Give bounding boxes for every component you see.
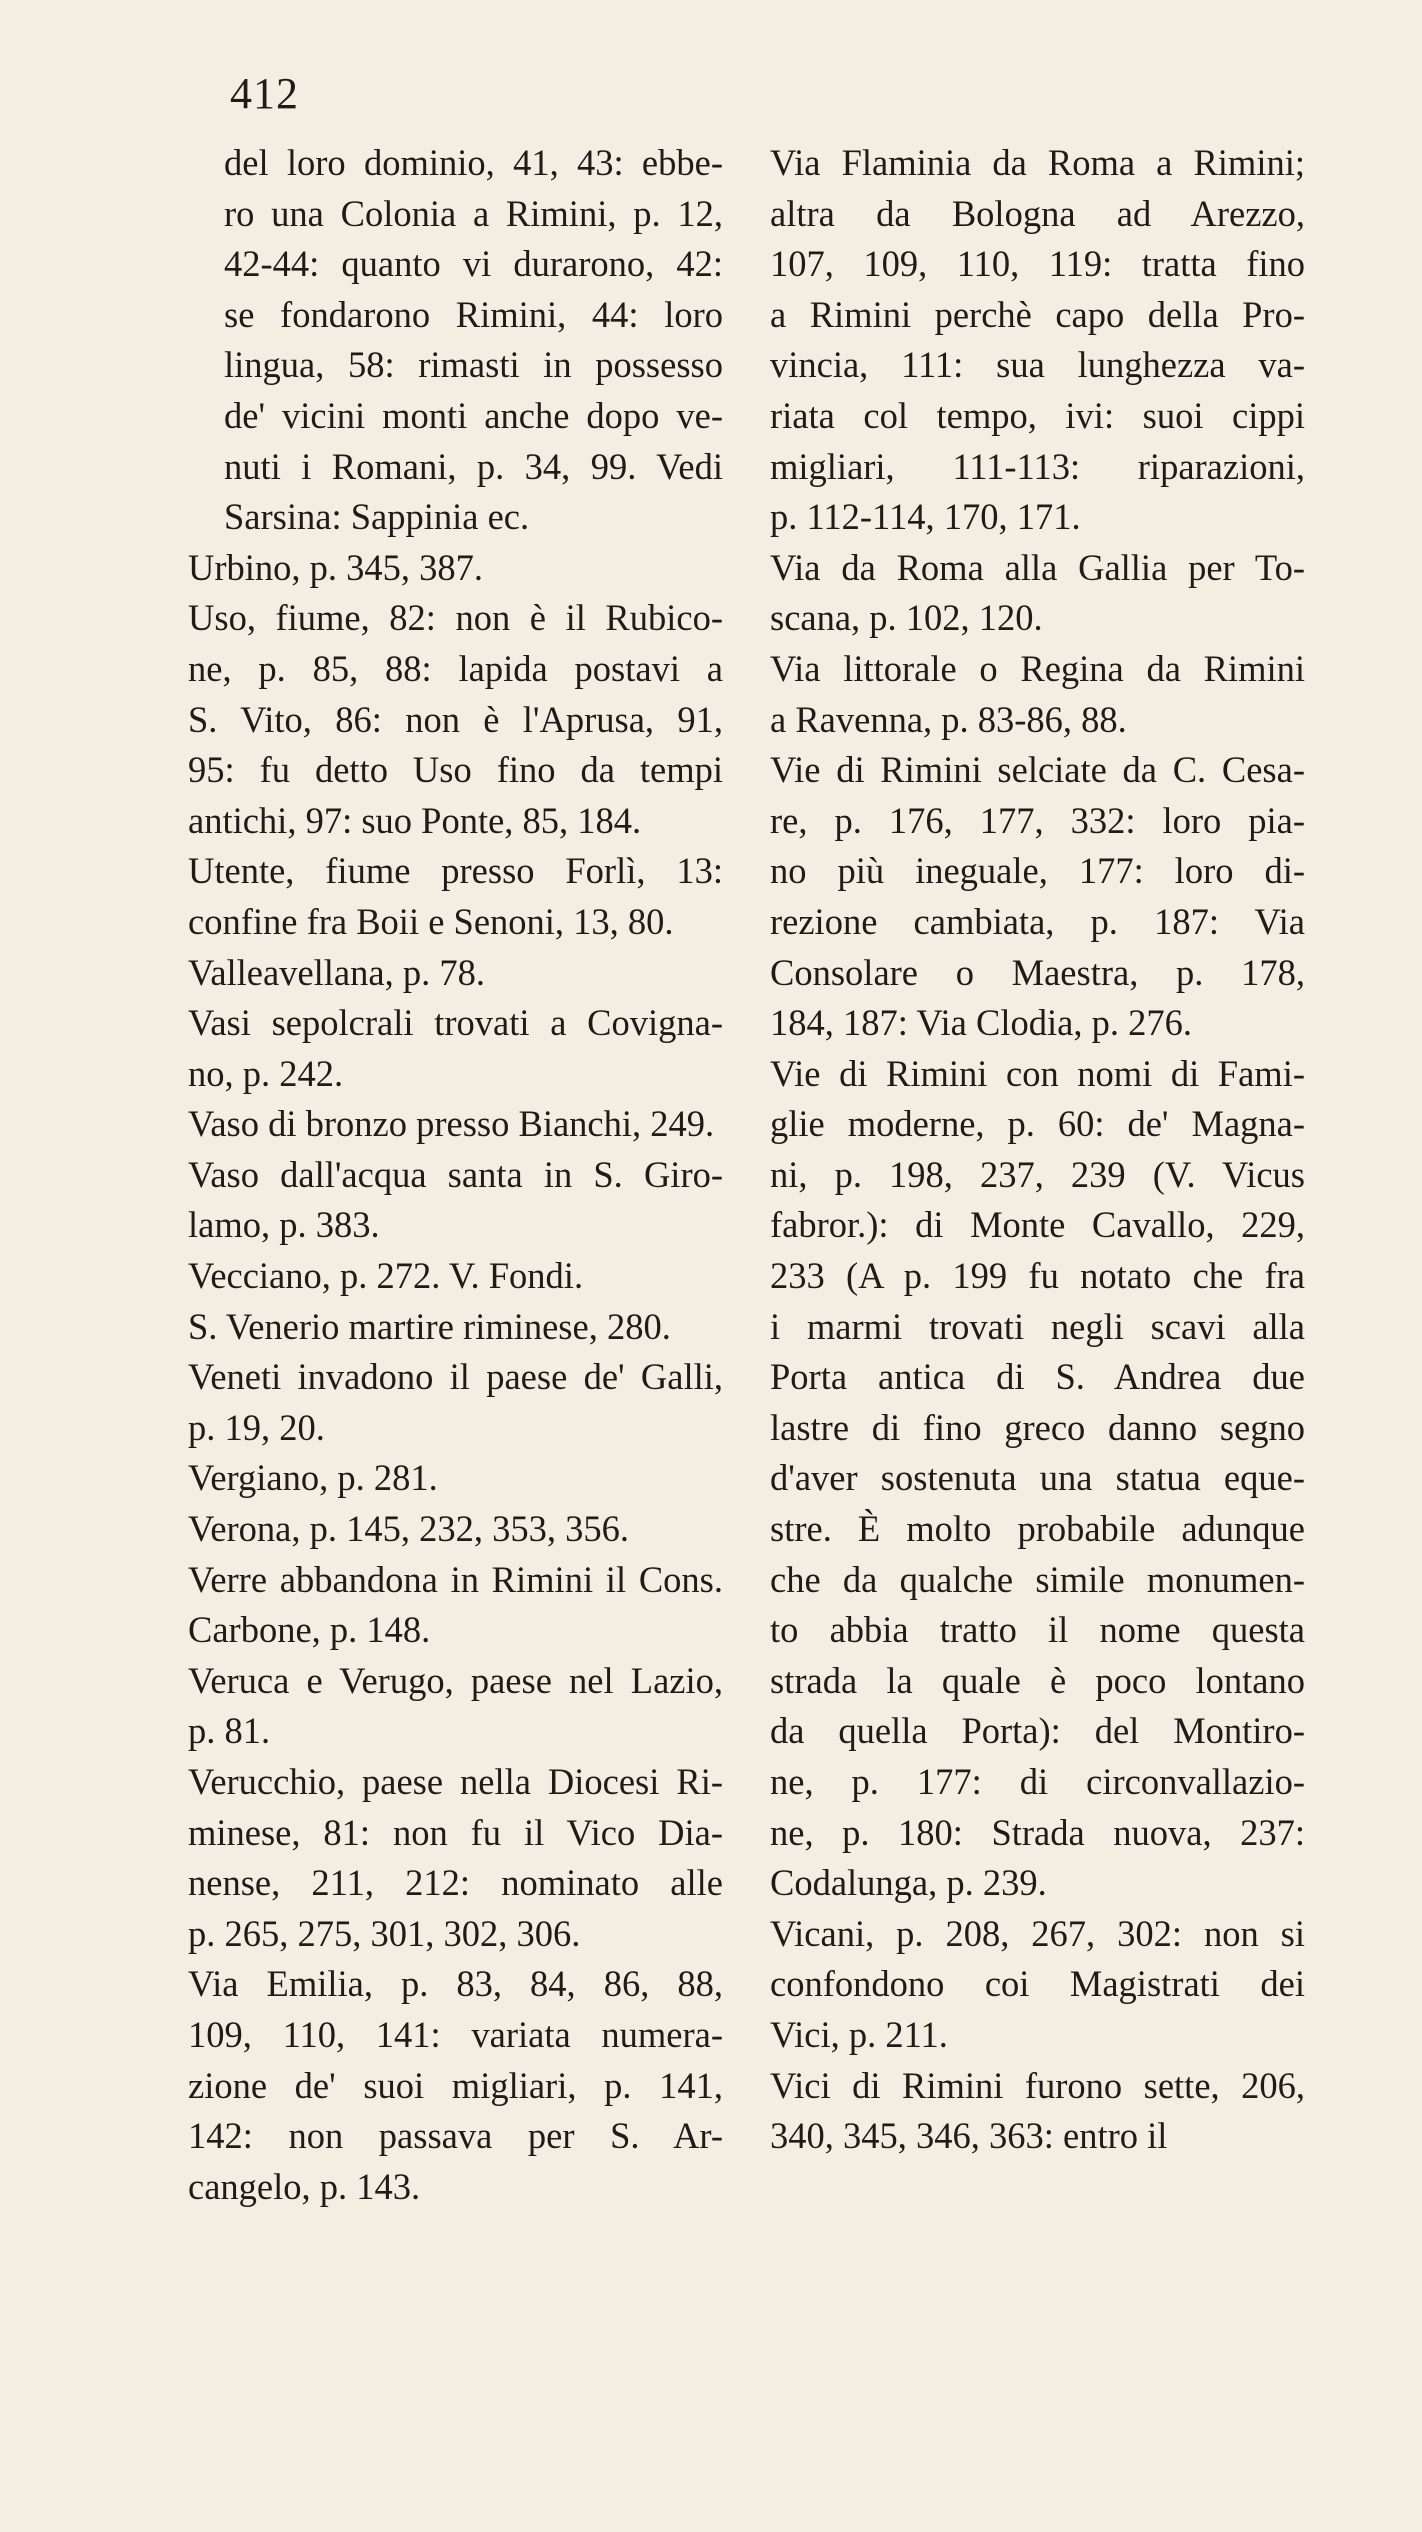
index-line: no, p. 242. bbox=[188, 1052, 344, 1094]
index-entry-uso bbox=[188, 593, 723, 846]
index-line: antichi, 97: suo Ponte, 85, 184. bbox=[188, 799, 642, 841]
index-entry-umbri-cont bbox=[188, 138, 723, 543]
index-line: 109, 110, 141: variata numera- bbox=[188, 2013, 723, 2055]
index-line: confine fra Boii e Senoni, 13, 80. bbox=[188, 900, 674, 942]
index-line: i marmi trovati negli scavi alla bbox=[770, 1305, 1305, 1347]
index-entry-vicani bbox=[770, 1909, 1305, 2061]
index-line: riata col tempo, ivi: suoi cippi bbox=[770, 394, 1305, 436]
index-line: nense, 211, 212: nominato alle bbox=[188, 1862, 723, 1904]
index-entry-valleavellana bbox=[188, 948, 723, 999]
index-entry-vergiano bbox=[188, 1453, 723, 1504]
index-line: glie moderne, p. 60: de' Magna- bbox=[770, 1103, 1305, 1145]
index-line: lastre di fino greco danno segno bbox=[770, 1406, 1305, 1448]
index-line: ro una Colonia a Rimini, p. 12, bbox=[224, 192, 723, 234]
index-line: a Ravenna, p. 83-86, 88. bbox=[770, 698, 1127, 740]
index-line: no più ineguale, 177: loro di- bbox=[770, 850, 1305, 892]
index-entry-vaso-acqua bbox=[188, 1150, 723, 1251]
index-line: da quella Porta): del Montiro- bbox=[770, 1710, 1305, 1752]
index-entry-vasi-sepolcrali bbox=[188, 998, 723, 1099]
index-line: 107, 109, 110, 119: tratta fino bbox=[770, 243, 1305, 285]
index-line: strada la quale è poco lontano bbox=[770, 1659, 1305, 1701]
index-line: to abbia tratto il nome questa bbox=[770, 1609, 1305, 1651]
index-line: Carbone, p. 148. bbox=[188, 1609, 431, 1651]
index-line: Via da Roma alla Gallia per To- bbox=[770, 546, 1305, 588]
index-line: Veneti invadono il paese de' Galli, bbox=[188, 1356, 723, 1398]
index-line: confondono coi Magistrati dei bbox=[770, 1963, 1305, 2005]
index-line: 233 (A p. 199 fu notato che fra bbox=[770, 1255, 1305, 1297]
index-column-left bbox=[188, 138, 723, 2212]
index-line: Via Flaminia da Roma a Rimini; bbox=[770, 142, 1305, 183]
index-line: vincia, 111: sua lunghezza va- bbox=[770, 344, 1305, 386]
index-entry-vici bbox=[770, 2061, 1305, 2162]
index-line: Vasi sepolcrali trovati a Covigna- bbox=[188, 1002, 723, 1044]
index-line: Verona, p. 145, 232, 353, 356. bbox=[188, 1508, 629, 1550]
index-line: ne, p. 180: Strada nuova, 237: bbox=[770, 1811, 1305, 1853]
index-entry-veruca bbox=[188, 1656, 723, 1757]
index-line: nuti i Romani, p. 34, 99. Vedi bbox=[224, 445, 723, 487]
index-line: p. 81. bbox=[188, 1710, 271, 1752]
index-line: Vici, p. 211. bbox=[770, 2013, 948, 2055]
index-line: minese, 81: non fu il Vico Dia- bbox=[188, 1811, 723, 1853]
index-line: 95: fu detto Uso fino da tempi bbox=[188, 749, 723, 791]
index-line: Via Emilia, p. 83, 84, 86, 88, bbox=[188, 1963, 723, 2005]
index-line: ni, p. 198, 237, 239 (V. Vicus bbox=[770, 1153, 1305, 1195]
page-number: 412 bbox=[230, 69, 299, 118]
index-line: Vicani, p. 208, 267, 302: non si bbox=[770, 1912, 1305, 1954]
index-line: Urbino, p. 345, 387. bbox=[188, 546, 484, 588]
index-entry-via-emilia bbox=[188, 1959, 723, 2212]
index-line: ne, p. 85, 88: lapida postavi a bbox=[188, 647, 723, 689]
index-line: cangelo, p. 143. bbox=[188, 2165, 421, 2207]
index-line: stre. È molto probabile adunque bbox=[770, 1508, 1305, 1550]
index-line: Verre abbandona in Rimini il Cons. bbox=[188, 1558, 723, 1600]
index-line: 142: non passava per S. Ar- bbox=[188, 2115, 723, 2157]
index-entry-utente bbox=[188, 846, 723, 947]
index-entry-verona bbox=[188, 1504, 723, 1555]
index-entry-verucchio bbox=[188, 1757, 723, 1959]
index-line: Consolare o Maestra, p. 178, bbox=[770, 951, 1305, 993]
index-line: fabror.): di Monte Cavallo, 229, bbox=[770, 1204, 1305, 1246]
index-line: Porta antica di S. Andrea due bbox=[770, 1356, 1305, 1398]
index-line: de' vicini monti anche dopo ve- bbox=[224, 394, 723, 436]
index-line: scana, p. 102, 120. bbox=[770, 597, 1043, 639]
index-line: d'aver sostenuta una statua eque- bbox=[770, 1457, 1305, 1499]
index-line: Vaso di bronzo presso Bianchi, 249. bbox=[188, 1103, 715, 1145]
index-line: S. Venerio martire riminese, 280. bbox=[188, 1305, 671, 1347]
index-line: altra da Bologna ad Arezzo, bbox=[770, 192, 1305, 234]
index-line: p. 19, 20. bbox=[188, 1406, 325, 1448]
index-entry-via-flaminia bbox=[770, 138, 1305, 543]
index-line: Veruca e Verugo, paese nel Lazio, bbox=[188, 1659, 723, 1701]
index-entry-via-roma-gallia bbox=[770, 543, 1305, 644]
index-line: 184, 187: Via Clodia, p. 276. bbox=[770, 1002, 1192, 1044]
index-line: zione de' suoi migliari, p. 141, bbox=[188, 2064, 723, 2106]
index-line: del loro dominio, 41, 43: ebbe- bbox=[224, 142, 723, 183]
index-line: Verucchio, paese nella Diocesi Ri- bbox=[188, 1761, 723, 1802]
index-entry-vie-selciate bbox=[770, 745, 1305, 1049]
index-line: Codalunga, p. 239. bbox=[770, 1862, 1047, 1904]
index-entry-urbino bbox=[188, 543, 723, 594]
index-entry-veneti bbox=[188, 1352, 723, 1453]
index-line: Vergiano, p. 281. bbox=[188, 1457, 438, 1499]
index-line: Vecciano, p. 272. V. Fondi. bbox=[188, 1255, 584, 1297]
index-line: ne, p. 177: di circonvallazio- bbox=[770, 1761, 1305, 1802]
index-entry-via-littorale bbox=[770, 644, 1305, 745]
index-line: rezione cambiata, p. 187: Via bbox=[770, 900, 1305, 942]
index-entry-vie-famiglie bbox=[770, 1049, 1305, 1909]
index-line: re, p. 176, 177, 332: loro pia- bbox=[770, 799, 1305, 841]
index-line: 42-44: quanto vi durarono, 42: bbox=[224, 243, 723, 285]
index-line: Uso, fiume, 82: non è il Rubico- bbox=[188, 597, 723, 639]
index-column-right bbox=[770, 138, 1305, 2162]
index-line: p. 112-114, 170, 171. bbox=[770, 496, 1081, 538]
index-line: 340, 345, 346, 363: entro il bbox=[770, 2115, 1168, 2157]
index-line: Vici di Rimini furono sette, 206, bbox=[770, 2064, 1305, 2106]
index-line: migliari, 111-113: riparazioni, bbox=[770, 445, 1305, 487]
index-line: p. 265, 275, 301, 302, 306. bbox=[188, 1912, 581, 1954]
index-line: Vie di Rimini selciate da C. Cesa- bbox=[770, 749, 1305, 791]
index-line: lingua, 58: rimasti in possesso bbox=[224, 344, 723, 386]
index-entry-vecciano bbox=[188, 1251, 723, 1302]
index-entry-vaso-bronzo bbox=[188, 1099, 723, 1150]
index-line: a Rimini perchè capo della Pro- bbox=[770, 293, 1305, 335]
index-line: se fondarono Rimini, 44: loro bbox=[224, 293, 723, 335]
index-line: Sarsina: Sappinia ec. bbox=[224, 496, 530, 538]
index-line: Utente, fiume presso Forlì, 13: bbox=[188, 850, 723, 892]
index-line: che da qualche simile monumen- bbox=[770, 1558, 1305, 1600]
index-line: Vaso dall'acqua santa in S. Giro- bbox=[188, 1153, 723, 1195]
index-line: Vie di Rimini con nomi di Fami- bbox=[770, 1052, 1305, 1094]
index-line: S. Vito, 86: non è l'Aprusa, 91, bbox=[188, 698, 723, 740]
index-line: lamo, p. 383. bbox=[188, 1204, 380, 1246]
index-line: Via littorale o Regina da Rimini bbox=[770, 647, 1305, 689]
index-entry-s-venerio bbox=[188, 1302, 723, 1353]
index-line: Valleavellana, p. 78. bbox=[188, 951, 485, 993]
index-entry-verre bbox=[188, 1555, 723, 1656]
